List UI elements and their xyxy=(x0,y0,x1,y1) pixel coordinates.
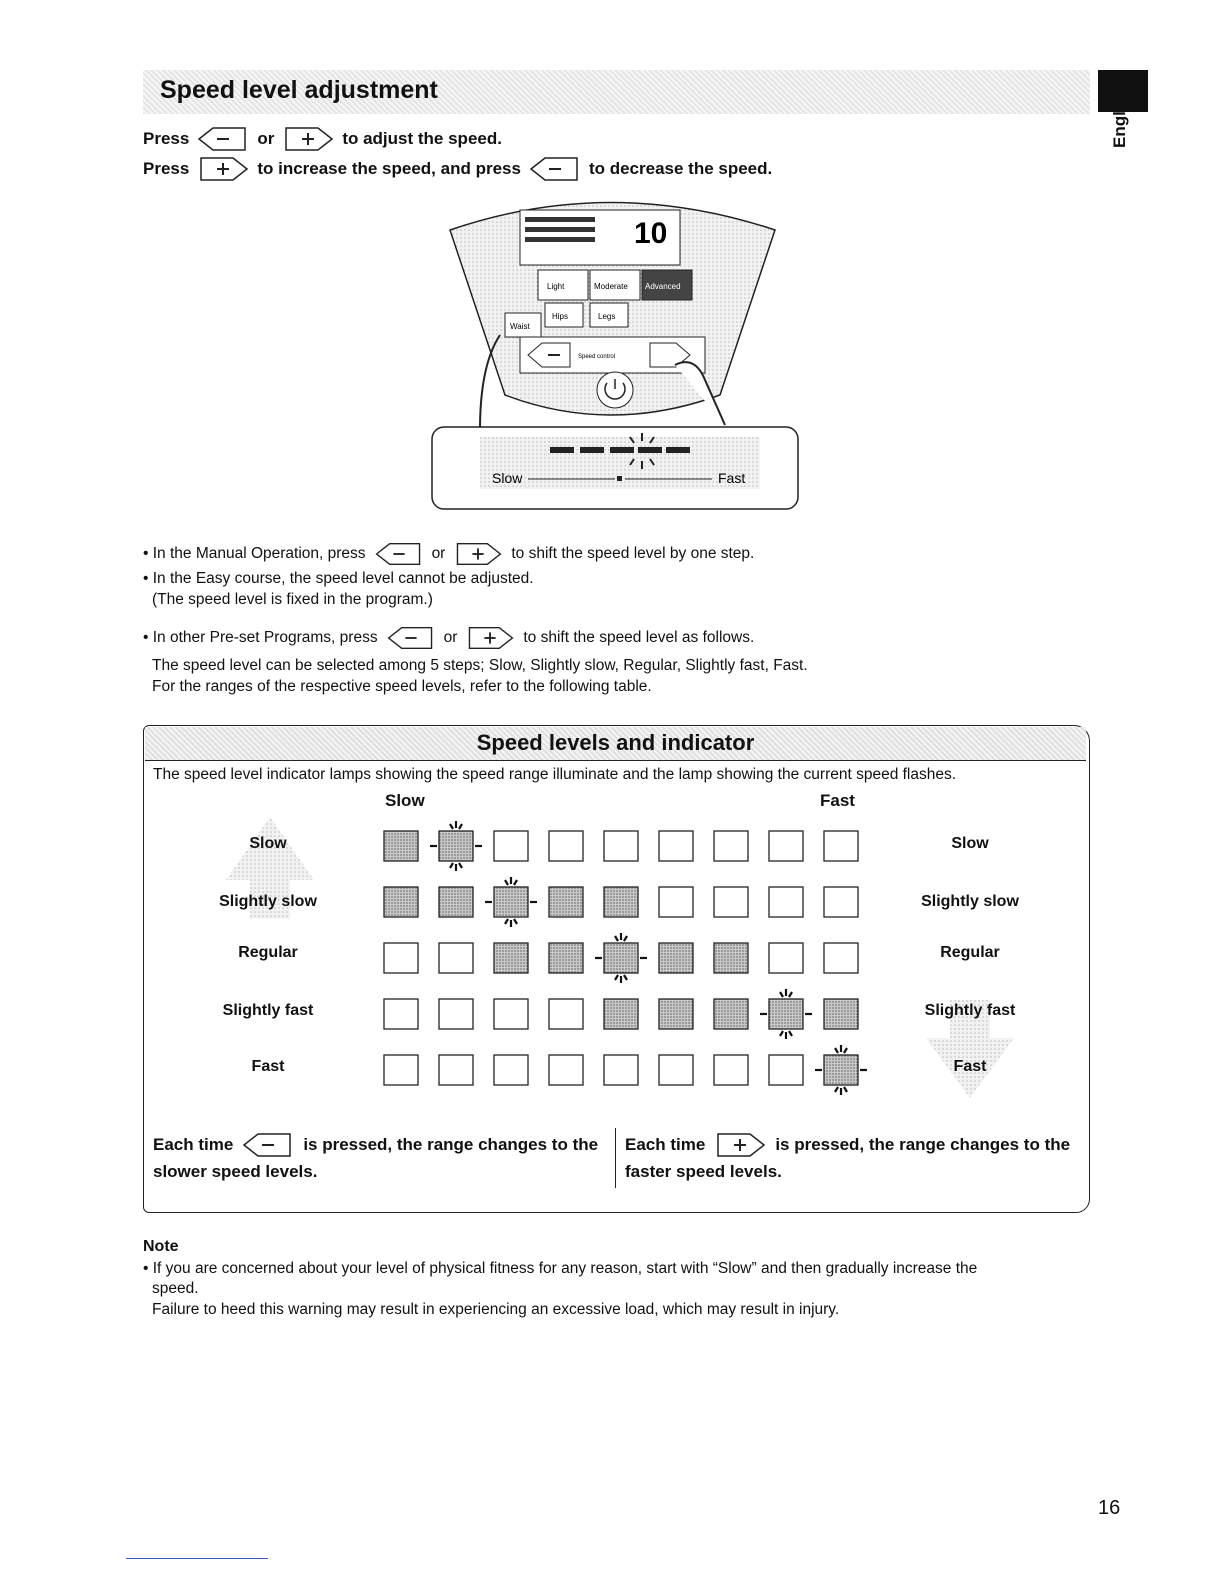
unlit-lamp-r2-c9 xyxy=(824,887,858,917)
unlit-lamp-r4-c4 xyxy=(549,999,583,1029)
press-line-2: Press to increase the speed, and press to decrease the speed. xyxy=(143,154,772,184)
unlit-lamp-r5-c4 xyxy=(549,1055,583,1085)
panel-speed-control-label: Speed control xyxy=(578,354,616,360)
plus-caption-line2: faster speed levels. xyxy=(625,1162,782,1181)
unlit-lamp-r1-c9 xyxy=(824,831,858,861)
right-label-slightly-fast: Slightly fast xyxy=(924,1002,1016,1019)
left-label-fast: Fast xyxy=(251,1058,285,1075)
speed-levels-description: The speed level indicator lamps showing the speed range illuminate and the lamp showing the current speed flashes. xyxy=(153,766,957,783)
note-line-2: speed. xyxy=(152,1280,199,1297)
plus-button-icon xyxy=(280,124,336,154)
minus-button-icon xyxy=(383,624,439,652)
minus-caption-line2: slower speed levels. xyxy=(153,1162,318,1181)
flashing-lamp-r3-c5 xyxy=(604,943,638,973)
unlit-lamp-r1-c5 xyxy=(604,831,638,861)
flashing-lamp-r2-c3 xyxy=(494,887,528,917)
unlit-lamp-r4-c2 xyxy=(439,999,473,1029)
note-line-3: Failure to heed this warning may result in experiencing an excessive load, which may result in injury. xyxy=(152,1301,840,1318)
plus-button-icon xyxy=(450,540,506,568)
unlit-lamp-r1-c8 xyxy=(769,831,803,861)
plus-button-icon xyxy=(195,154,251,184)
svg-text:10: 10 xyxy=(634,217,668,250)
page-number: 16 xyxy=(1098,1497,1121,1519)
right-label-fast: Fast xyxy=(953,1058,987,1075)
panel-button-advanced: Advanced xyxy=(645,282,681,291)
panel-button-legs: Legs xyxy=(598,312,616,321)
unlit-lamp-r2-c8 xyxy=(769,887,803,917)
unlit-lamp-r3-c1 xyxy=(384,943,418,973)
bullet-preset-programs: • In other Pre-set Programs, press or to shift the speed level as follows. xyxy=(143,624,754,652)
lit-lamp-r2-c4 xyxy=(549,887,583,917)
lit-lamp-r2-c2 xyxy=(439,887,473,917)
plus-button-icon xyxy=(710,1130,770,1160)
right-label-regular: Regular xyxy=(940,944,1000,961)
bullet-easy-course-note: (The speed level is fixed in the program.) xyxy=(152,591,433,608)
minus-button-icon xyxy=(527,154,583,184)
left-label-slow: Slow xyxy=(249,835,287,852)
bullet-manual-operation: • In the Manual Operation, press or to shift the speed level by one step. xyxy=(143,540,754,568)
minus-button-icon xyxy=(238,1130,298,1160)
panel-button-hips: Hips xyxy=(552,312,569,321)
control-panel-illustration xyxy=(420,185,810,515)
section-title: Speed level adjustment xyxy=(160,76,438,104)
lit-lamp-r3-c6 xyxy=(659,943,693,973)
lit-lamp-r4-c7 xyxy=(714,999,748,1029)
unlit-lamp-r4-c1 xyxy=(384,999,418,1029)
plus-caption-line1: Each time is pressed, the range changes to the xyxy=(625,1130,1070,1160)
press-line-1: Press or to adjust the speed. xyxy=(143,124,502,154)
left-label-slightly-slow: Slightly slow xyxy=(219,893,317,910)
preset-table-reference-text: For the ranges of the respective speed levels, refer to the following table. xyxy=(152,678,652,695)
unlit-lamp-r5-c2 xyxy=(439,1055,473,1085)
unlit-lamp-r5-c1 xyxy=(384,1055,418,1085)
speed-levels-title: Speed levels and indicator xyxy=(476,730,755,755)
minus-button-icon xyxy=(371,540,427,568)
unlit-lamp-r3-c2 xyxy=(439,943,473,973)
unlit-lamp-r3-c9 xyxy=(824,943,858,973)
unlit-lamp-r1-c4 xyxy=(549,831,583,861)
flashing-lamp-r4-c8 xyxy=(769,999,803,1029)
caption-divider xyxy=(615,1128,616,1188)
unlit-lamp-r1-c7 xyxy=(714,831,748,861)
lit-lamp-r3-c4 xyxy=(549,943,583,973)
lit-lamp-r2-c5 xyxy=(604,887,638,917)
left-label-slightly-fast: Slightly fast xyxy=(222,1002,314,1019)
unlit-lamp-r1-c3 xyxy=(494,831,528,861)
lit-lamp-r3-c3 xyxy=(494,943,528,973)
panel-button-waist: Waist xyxy=(510,322,530,331)
footer-underline xyxy=(126,1558,268,1559)
column-fast-label: Fast xyxy=(820,791,855,810)
language-tab-label: English xyxy=(1110,86,1129,148)
unlit-lamp-r4-c3 xyxy=(494,999,528,1029)
column-slow-label: Slow xyxy=(385,791,425,810)
unlit-lamp-r1-c6 xyxy=(659,831,693,861)
unlit-lamp-r5-c3 xyxy=(494,1055,528,1085)
minus-caption-line1: Each time is pressed, the range changes to the xyxy=(153,1130,598,1160)
unlit-lamp-r3-c8 xyxy=(769,943,803,973)
display-fast-label: Fast xyxy=(718,470,746,486)
lit-lamp-r3-c7 xyxy=(714,943,748,973)
lit-lamp-r4-c5 xyxy=(604,999,638,1029)
note-line-1: • If you are concerned about your level of physical fitness for any reason, start with “Slow” and then gradually increase the xyxy=(143,1260,978,1277)
lit-lamp-r4-c9 xyxy=(824,999,858,1029)
right-label-slightly-slow: Slightly slow xyxy=(921,893,1019,910)
minus-button-icon xyxy=(195,124,251,154)
plus-button-icon xyxy=(462,624,518,652)
left-label-regular: Regular xyxy=(238,944,298,961)
panel-button-moderate: Moderate xyxy=(594,282,628,291)
unlit-lamp-r2-c6 xyxy=(659,887,693,917)
unlit-lamp-r5-c7 xyxy=(714,1055,748,1085)
unlit-lamp-r2-c7 xyxy=(714,887,748,917)
right-label-slow: Slow xyxy=(951,835,989,852)
preset-steps-text: The speed level can be selected among 5 steps; Slow, Slightly slow, Regular, Slightly fast, Fast. xyxy=(152,657,808,674)
flashing-lamp-r5-c9 xyxy=(824,1055,858,1085)
speed-indicator-lamp-grid xyxy=(370,815,880,1115)
lit-lamp-r2-c1 xyxy=(384,887,418,917)
unlit-lamp-r5-c8 xyxy=(769,1055,803,1085)
note-heading: Note xyxy=(143,1238,179,1255)
panel-button-light: Light xyxy=(547,282,565,291)
flashing-lamp-r1-c2 xyxy=(439,831,473,861)
lit-lamp-r4-c6 xyxy=(659,999,693,1029)
lit-lamp-r1-c1 xyxy=(384,831,418,861)
unlit-lamp-r5-c6 xyxy=(659,1055,693,1085)
unlit-lamp-r5-c5 xyxy=(604,1055,638,1085)
display-slow-label: Slow xyxy=(492,470,523,486)
bullet-easy-course: • In the Easy course, the speed level cannot be adjusted. xyxy=(143,570,534,587)
